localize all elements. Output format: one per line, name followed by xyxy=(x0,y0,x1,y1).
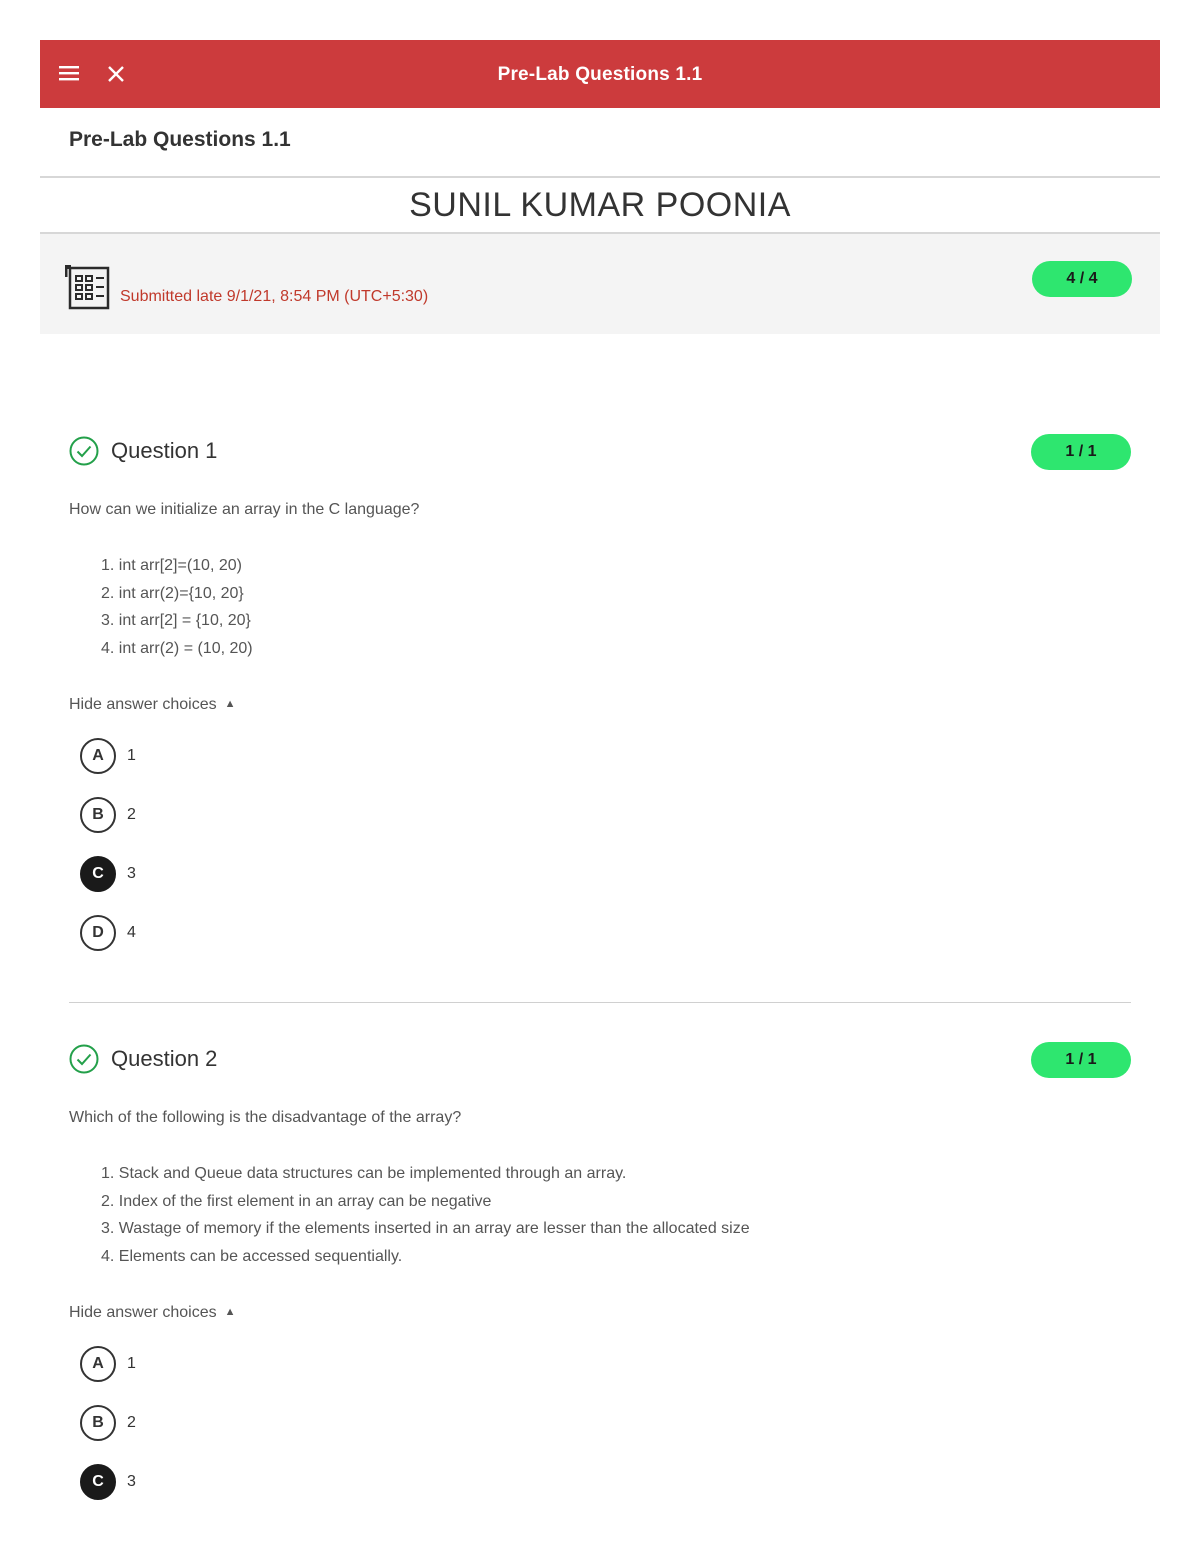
hide-answer-choices-toggle[interactable] xyxy=(69,696,236,714)
divider xyxy=(40,176,1160,178)
gradebook-icon xyxy=(62,262,112,312)
list-item: 3. int arr[2] = {10, 20} xyxy=(101,612,251,629)
choice-letter: B xyxy=(80,1405,116,1441)
choice-letter: C xyxy=(80,856,116,892)
top-app-bar xyxy=(40,40,1160,108)
choice-letter: D xyxy=(80,915,116,951)
question-options-list xyxy=(69,1160,750,1270)
question-title: Question 1 xyxy=(111,438,218,463)
list-item: 4. Elements can be accessed sequentially. xyxy=(101,1247,403,1265)
chevron-up-icon: ▲ xyxy=(224,698,236,710)
choice-value: 3 xyxy=(127,865,136,882)
choice-value: 1 xyxy=(127,747,136,764)
list-item: 4. int arr(2) = (10, 20) xyxy=(101,639,253,657)
check-circle-icon xyxy=(69,436,99,466)
choice-letter: A xyxy=(80,1346,116,1382)
choice-letter: B xyxy=(80,797,116,833)
choice-letter: C xyxy=(80,1464,116,1500)
toggle-label: Hide answer choices xyxy=(69,696,217,713)
chevron-up-icon: ▲ xyxy=(224,1306,236,1318)
choice-value: 3 xyxy=(127,1473,136,1490)
question-score-badge: 1 / 1 xyxy=(1031,434,1131,470)
choice-value: 4 xyxy=(127,924,136,941)
question-divider xyxy=(69,1002,1131,1003)
question-score-badge: 1 / 1 xyxy=(1031,1042,1131,1078)
choice-value: 2 xyxy=(127,1414,136,1431)
choice-value: 2 xyxy=(127,806,136,823)
check-circle-icon xyxy=(69,1044,99,1074)
question-title: Question 2 xyxy=(111,1046,218,1071)
final-score-badge: 4 / 4 xyxy=(1032,261,1132,297)
list-item: 1. int arr[2]=(10, 20) xyxy=(101,557,242,574)
question-options-list xyxy=(69,552,253,662)
list-item: 3. Wastage of memory if the elements inserted in an array are lesser than the allocated size xyxy=(101,1220,750,1237)
toggle-label: Hide answer choices xyxy=(69,1304,217,1321)
app-bar-title: Pre-Lab Questions 1.1 xyxy=(497,64,703,85)
choice-value: 1 xyxy=(127,1355,136,1372)
page-title: Pre-Lab Questions 1.1 xyxy=(69,128,291,151)
question-text: Which of the following is the disadvantage of the array? xyxy=(69,1109,462,1126)
choice-letter: A xyxy=(80,738,116,774)
list-item: 2. Index of the first element in an array can be negative xyxy=(101,1192,492,1210)
final-grade-panel xyxy=(40,234,1160,334)
hide-answer-choices-toggle[interactable] xyxy=(69,1304,236,1322)
list-item: 1. Stack and Queue data structures can be implemented through an array. xyxy=(101,1165,627,1182)
student-name: SUNIL KUMAR POONIA xyxy=(409,186,791,224)
submission-status: Submitted late 9/1/21, 8:54 PM (UTC+5:30) xyxy=(120,288,429,305)
final-grade-label: Final Grade xyxy=(120,262,204,279)
question-text: How can we initialize an array in the C language? xyxy=(69,501,420,518)
list-item: 2. int arr(2)={10, 20} xyxy=(101,584,244,602)
